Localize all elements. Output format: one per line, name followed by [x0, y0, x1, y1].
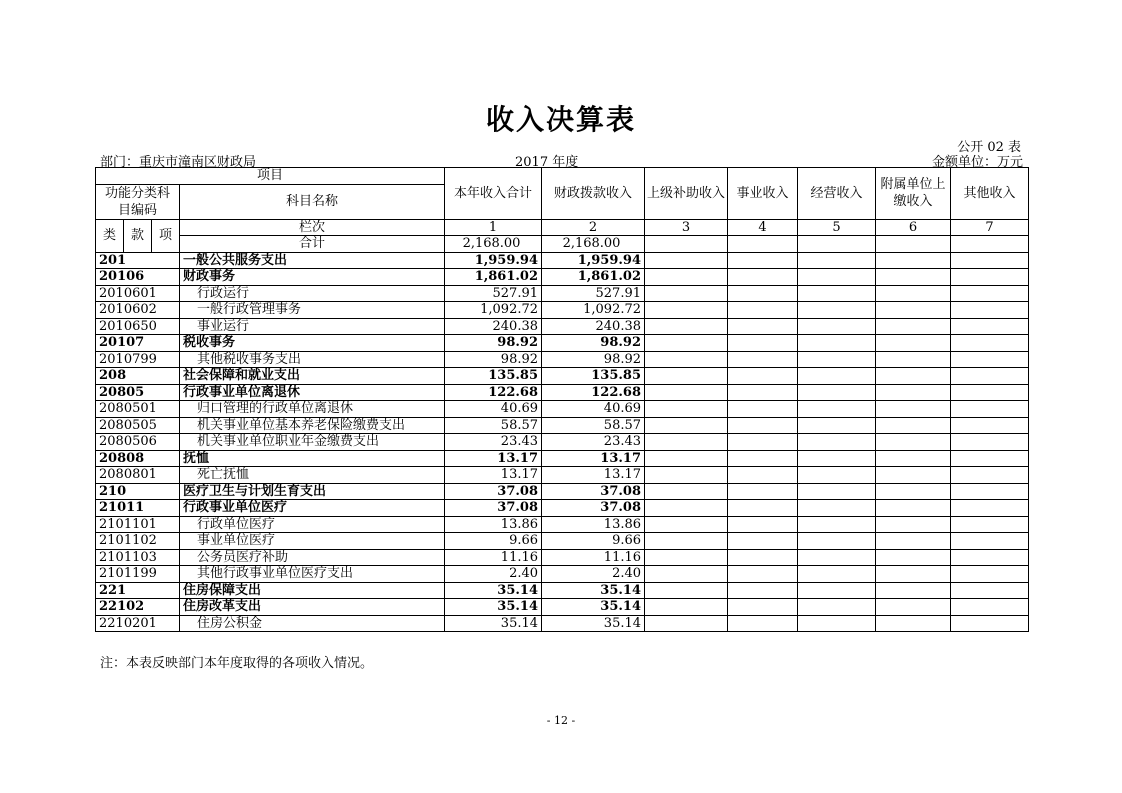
table-row — [96, 335, 1029, 352]
row-operating — [798, 368, 876, 385]
row-total: 37.08 — [445, 483, 542, 500]
header-col-2: 2 — [542, 219, 645, 236]
row-career — [728, 384, 798, 401]
page-title: 收入决算表 — [485, 103, 636, 136]
row-fiscal: 1,092.72 — [542, 302, 645, 319]
row-fiscal: 122.68 — [542, 384, 645, 401]
table-row — [96, 599, 1029, 616]
row-subject-name: 事业运行 — [180, 318, 445, 335]
row-code: 208 — [96, 368, 180, 385]
row-career — [728, 450, 798, 467]
header-other: 其他收入 — [951, 168, 1029, 220]
row-other — [951, 450, 1029, 467]
row-other — [951, 417, 1029, 434]
row-total: 13.86 — [445, 516, 542, 533]
row-fiscal: 35.14 — [542, 615, 645, 632]
table-row — [96, 483, 1029, 500]
row-total: 13.17 — [445, 467, 542, 484]
row-affiliated — [876, 467, 951, 484]
row-affiliated — [876, 582, 951, 599]
table-row — [96, 615, 1029, 632]
row-fiscal: 13.17 — [542, 467, 645, 484]
row-code: 21011 — [96, 500, 180, 517]
table-row — [96, 533, 1029, 550]
row-operating — [798, 335, 876, 352]
row-subject-name: 住房公积金 — [180, 615, 445, 632]
row-fiscal: 13.86 — [542, 516, 645, 533]
row-affiliated — [876, 549, 951, 566]
row-fiscal: 35.14 — [542, 599, 645, 616]
row-affiliated — [876, 533, 951, 550]
row-affiliated — [876, 335, 951, 352]
row-upper — [645, 434, 728, 451]
row-other — [951, 500, 1029, 517]
row-career — [728, 434, 798, 451]
department-label: 部门：重庆市潼南区财政局 — [100, 155, 257, 170]
row-operating — [798, 566, 876, 583]
header-project: 项目 — [96, 168, 445, 185]
row-total: 2.40 — [445, 566, 542, 583]
row-total: 35.14 — [445, 615, 542, 632]
row-upper — [645, 615, 728, 632]
row-code: 2010650 — [96, 318, 180, 335]
table-row — [96, 450, 1029, 467]
row-fiscal: 135.85 — [542, 368, 645, 385]
row-upper — [645, 401, 728, 418]
row-upper — [645, 533, 728, 550]
row-fiscal: 40.69 — [542, 401, 645, 418]
row-other — [951, 335, 1029, 352]
row-other — [951, 582, 1029, 599]
row-subject-name: 其他行政事业单位医疗支出 — [180, 566, 445, 583]
row-subject-name: 行政单位医疗 — [180, 516, 445, 533]
row-other — [951, 566, 1029, 583]
row-fiscal: 1,959.94 — [542, 252, 645, 269]
row-operating — [798, 384, 876, 401]
row-other — [951, 483, 1029, 500]
row-code: 2080505 — [96, 417, 180, 434]
row-career — [728, 351, 798, 368]
table-row — [96, 516, 1029, 533]
row-affiliated — [876, 450, 951, 467]
row-career — [728, 318, 798, 335]
row-other — [951, 269, 1029, 286]
table-row — [96, 368, 1029, 385]
row-affiliated — [876, 269, 951, 286]
row-code: 22102 — [96, 599, 180, 616]
row-subject-name: 一般公共服务支出 — [180, 252, 445, 269]
row-fiscal: 23.43 — [542, 434, 645, 451]
row-other — [951, 434, 1029, 451]
header-upper: 上级补助收入 — [645, 168, 728, 220]
row-code: 20107 — [96, 335, 180, 352]
row-operating — [798, 318, 876, 335]
header-col-6: 6 — [876, 219, 951, 236]
row-career — [728, 516, 798, 533]
row-other — [951, 401, 1029, 418]
row-fiscal: 98.92 — [542, 351, 645, 368]
header-affiliated: 附属单位上缴收入 — [876, 168, 951, 220]
row-affiliated — [876, 417, 951, 434]
row-career — [728, 483, 798, 500]
table-row — [96, 269, 1029, 286]
row-career — [728, 269, 798, 286]
row-affiliated — [876, 368, 951, 385]
row-fiscal: 13.17 — [542, 450, 645, 467]
row-subject-name: 机关事业单位职业年金缴费支出 — [180, 434, 445, 451]
row-total: 35.14 — [445, 582, 542, 599]
row-fiscal: 2.40 — [542, 566, 645, 583]
row-fiscal: 58.57 — [542, 417, 645, 434]
header-col-1: 1 — [445, 219, 542, 236]
row-subject-name: 社会保障和就业支出 — [180, 368, 445, 385]
row-code: 20106 — [96, 269, 180, 286]
row-upper — [645, 318, 728, 335]
row-upper — [645, 285, 728, 302]
row-subject-name: 行政事业单位医疗 — [180, 500, 445, 517]
row-affiliated — [876, 351, 951, 368]
row-subject-name: 死亡抚恤 — [180, 467, 445, 484]
row-subject-name: 住房改革支出 — [180, 599, 445, 616]
row-code: 2101102 — [96, 533, 180, 550]
sum-upper — [645, 236, 728, 253]
row-total: 37.08 — [445, 500, 542, 517]
row-operating — [798, 302, 876, 319]
row-career — [728, 302, 798, 319]
row-career — [728, 582, 798, 599]
meta-row — [95, 151, 1023, 168]
row-code: 2101101 — [96, 516, 180, 533]
row-upper — [645, 417, 728, 434]
header-lanci: 栏次 — [180, 219, 445, 236]
row-upper — [645, 384, 728, 401]
row-total: 1,959.94 — [445, 252, 542, 269]
row-total: 13.17 — [445, 450, 542, 467]
row-operating — [798, 351, 876, 368]
row-career — [728, 417, 798, 434]
header-col-5: 5 — [798, 219, 876, 236]
row-affiliated — [876, 599, 951, 616]
row-upper — [645, 368, 728, 385]
row-affiliated — [876, 302, 951, 319]
row-total: 527.91 — [445, 285, 542, 302]
row-operating — [798, 500, 876, 517]
row-upper — [645, 483, 728, 500]
row-operating — [798, 434, 876, 451]
form-number: 公开 02 表 — [957, 140, 1021, 155]
row-operating — [798, 467, 876, 484]
row-code: 2010601 — [96, 285, 180, 302]
row-fiscal: 9.66 — [542, 533, 645, 550]
header-career: 事业收入 — [728, 168, 798, 220]
row-total: 58.57 — [445, 417, 542, 434]
row-upper — [645, 351, 728, 368]
row-fiscal: 1,861.02 — [542, 269, 645, 286]
row-total: 35.14 — [445, 599, 542, 616]
row-operating — [798, 450, 876, 467]
row-total: 98.92 — [445, 351, 542, 368]
row-code: 2010602 — [96, 302, 180, 319]
row-career — [728, 599, 798, 616]
row-fiscal: 37.08 — [542, 483, 645, 500]
header-subject-name: 科目名称 — [180, 184, 445, 219]
table-row — [96, 302, 1029, 319]
header-total: 本年收入合计 — [445, 168, 542, 220]
row-subject-name: 住房保障支出 — [180, 582, 445, 599]
row-other — [951, 252, 1029, 269]
row-fiscal: 37.08 — [542, 500, 645, 517]
table-row — [96, 318, 1029, 335]
row-code: 20805 — [96, 384, 180, 401]
row-other — [951, 368, 1029, 385]
row-career — [728, 467, 798, 484]
row-other — [951, 285, 1029, 302]
table-row — [96, 401, 1029, 418]
row-operating — [798, 516, 876, 533]
row-upper — [645, 566, 728, 583]
row-other — [951, 599, 1029, 616]
row-career — [728, 285, 798, 302]
income-table — [95, 167, 1029, 632]
table-row — [96, 285, 1029, 302]
row-affiliated — [876, 401, 951, 418]
row-operating — [798, 252, 876, 269]
row-total: 11.16 — [445, 549, 542, 566]
row-upper — [645, 599, 728, 616]
row-career — [728, 533, 798, 550]
row-affiliated — [876, 384, 951, 401]
row-affiliated — [876, 285, 951, 302]
row-code: 2080501 — [96, 401, 180, 418]
table-row — [96, 417, 1029, 434]
row-career — [728, 335, 798, 352]
table-row — [96, 500, 1029, 517]
row-operating — [798, 582, 876, 599]
header-func-code: 功能分类科目编码 — [96, 184, 180, 219]
row-affiliated — [876, 483, 951, 500]
row-operating — [798, 549, 876, 566]
row-upper — [645, 269, 728, 286]
table-row — [96, 252, 1029, 269]
row-upper — [645, 516, 728, 533]
header-col-4: 4 — [728, 219, 798, 236]
row-total: 135.85 — [445, 368, 542, 385]
table-row — [96, 434, 1029, 451]
row-subject-name: 行政事业单位离退休 — [180, 384, 445, 401]
row-other — [951, 533, 1029, 550]
row-fiscal: 98.92 — [542, 335, 645, 352]
fiscal-year-label: 2017 年度 — [515, 155, 579, 170]
row-operating — [798, 417, 876, 434]
header-col-7: 7 — [951, 219, 1029, 236]
row-total: 1,092.72 — [445, 302, 542, 319]
row-career — [728, 401, 798, 418]
row-code: 2101199 — [96, 566, 180, 583]
row-fiscal: 527.91 — [542, 285, 645, 302]
row-upper — [645, 467, 728, 484]
row-upper — [645, 335, 728, 352]
row-other — [951, 467, 1029, 484]
row-total: 23.43 — [445, 434, 542, 451]
row-subject-name: 事业单位医疗 — [180, 533, 445, 550]
sum-affiliated — [876, 236, 951, 253]
amount-unit-label: 金额单位：万元 — [931, 155, 1023, 170]
row-operating — [798, 615, 876, 632]
row-career — [728, 566, 798, 583]
row-subject-name: 医疗卫生与计划生育支出 — [180, 483, 445, 500]
table-body — [96, 252, 1029, 632]
table-row — [96, 384, 1029, 401]
row-code: 2010799 — [96, 351, 180, 368]
row-affiliated — [876, 434, 951, 451]
row-subject-name: 其他税收事务支出 — [180, 351, 445, 368]
row-total: 40.69 — [445, 401, 542, 418]
row-code: 2101103 — [96, 549, 180, 566]
row-upper — [645, 450, 728, 467]
row-affiliated — [876, 615, 951, 632]
table-row — [96, 566, 1029, 583]
header-fiscal: 财政拨款收入 — [542, 168, 645, 220]
table-row — [96, 549, 1029, 566]
row-operating — [798, 401, 876, 418]
row-other — [951, 549, 1029, 566]
row-other — [951, 318, 1029, 335]
row-upper — [645, 582, 728, 599]
table-row — [96, 351, 1029, 368]
row-code: 2080506 — [96, 434, 180, 451]
row-total: 122.68 — [445, 384, 542, 401]
row-affiliated — [876, 566, 951, 583]
header-xiang: 项 — [152, 219, 180, 252]
row-operating — [798, 483, 876, 500]
row-operating — [798, 269, 876, 286]
row-subject-name: 公务员医疗补助 — [180, 549, 445, 566]
header-kuan: 款 — [124, 219, 152, 252]
sum-operating — [798, 236, 876, 253]
row-fiscal: 35.14 — [542, 582, 645, 599]
row-operating — [798, 533, 876, 550]
row-career — [728, 368, 798, 385]
row-affiliated — [876, 252, 951, 269]
row-subject-name: 税收事务 — [180, 335, 445, 352]
row-total: 98.92 — [445, 335, 542, 352]
row-operating — [798, 599, 876, 616]
table-row — [96, 467, 1029, 484]
row-affiliated — [876, 318, 951, 335]
row-upper — [645, 302, 728, 319]
header-col-3: 3 — [645, 219, 728, 236]
row-subject-name: 抚恤 — [180, 450, 445, 467]
sum-fiscal: 2,168.00 — [542, 236, 645, 253]
row-subject-name: 机关事业单位基本养老保险缴费支出 — [180, 417, 445, 434]
row-upper — [645, 500, 728, 517]
row-career — [728, 615, 798, 632]
sum-other — [951, 236, 1029, 253]
row-code: 221 — [96, 582, 180, 599]
row-code: 2210201 — [96, 615, 180, 632]
row-other — [951, 384, 1029, 401]
row-subject-name: 归口管理的行政单位离退休 — [180, 401, 445, 418]
row-code: 20808 — [96, 450, 180, 467]
sum-total: 2,168.00 — [445, 236, 542, 253]
row-affiliated — [876, 500, 951, 517]
row-code: 210 — [96, 483, 180, 500]
row-career — [728, 549, 798, 566]
row-upper — [645, 252, 728, 269]
row-subject-name: 一般行政管理事务 — [180, 302, 445, 319]
sum-career — [728, 236, 798, 253]
table-row — [96, 582, 1029, 599]
row-subject-name: 财政事务 — [180, 269, 445, 286]
header-lei: 类 — [96, 219, 124, 252]
row-other — [951, 516, 1029, 533]
row-code: 201 — [96, 252, 180, 269]
row-total: 9.66 — [445, 533, 542, 550]
sum-label: 合计 — [180, 236, 445, 253]
row-other — [951, 615, 1029, 632]
row-upper — [645, 549, 728, 566]
row-subject-name: 行政运行 — [180, 285, 445, 302]
row-total: 1,861.02 — [445, 269, 542, 286]
row-career — [728, 252, 798, 269]
row-fiscal: 11.16 — [542, 549, 645, 566]
row-total: 240.38 — [445, 318, 542, 335]
row-career — [728, 500, 798, 517]
row-operating — [798, 285, 876, 302]
header-operating: 经营收入 — [798, 168, 876, 220]
row-fiscal: 240.38 — [542, 318, 645, 335]
row-other — [951, 351, 1029, 368]
table-note: 注：本表反映部门本年度取得的各项收入情况。 — [100, 656, 374, 671]
row-code: 2080801 — [96, 467, 180, 484]
row-affiliated — [876, 516, 951, 533]
row-other — [951, 302, 1029, 319]
page-number: - 12 - — [546, 714, 576, 727]
